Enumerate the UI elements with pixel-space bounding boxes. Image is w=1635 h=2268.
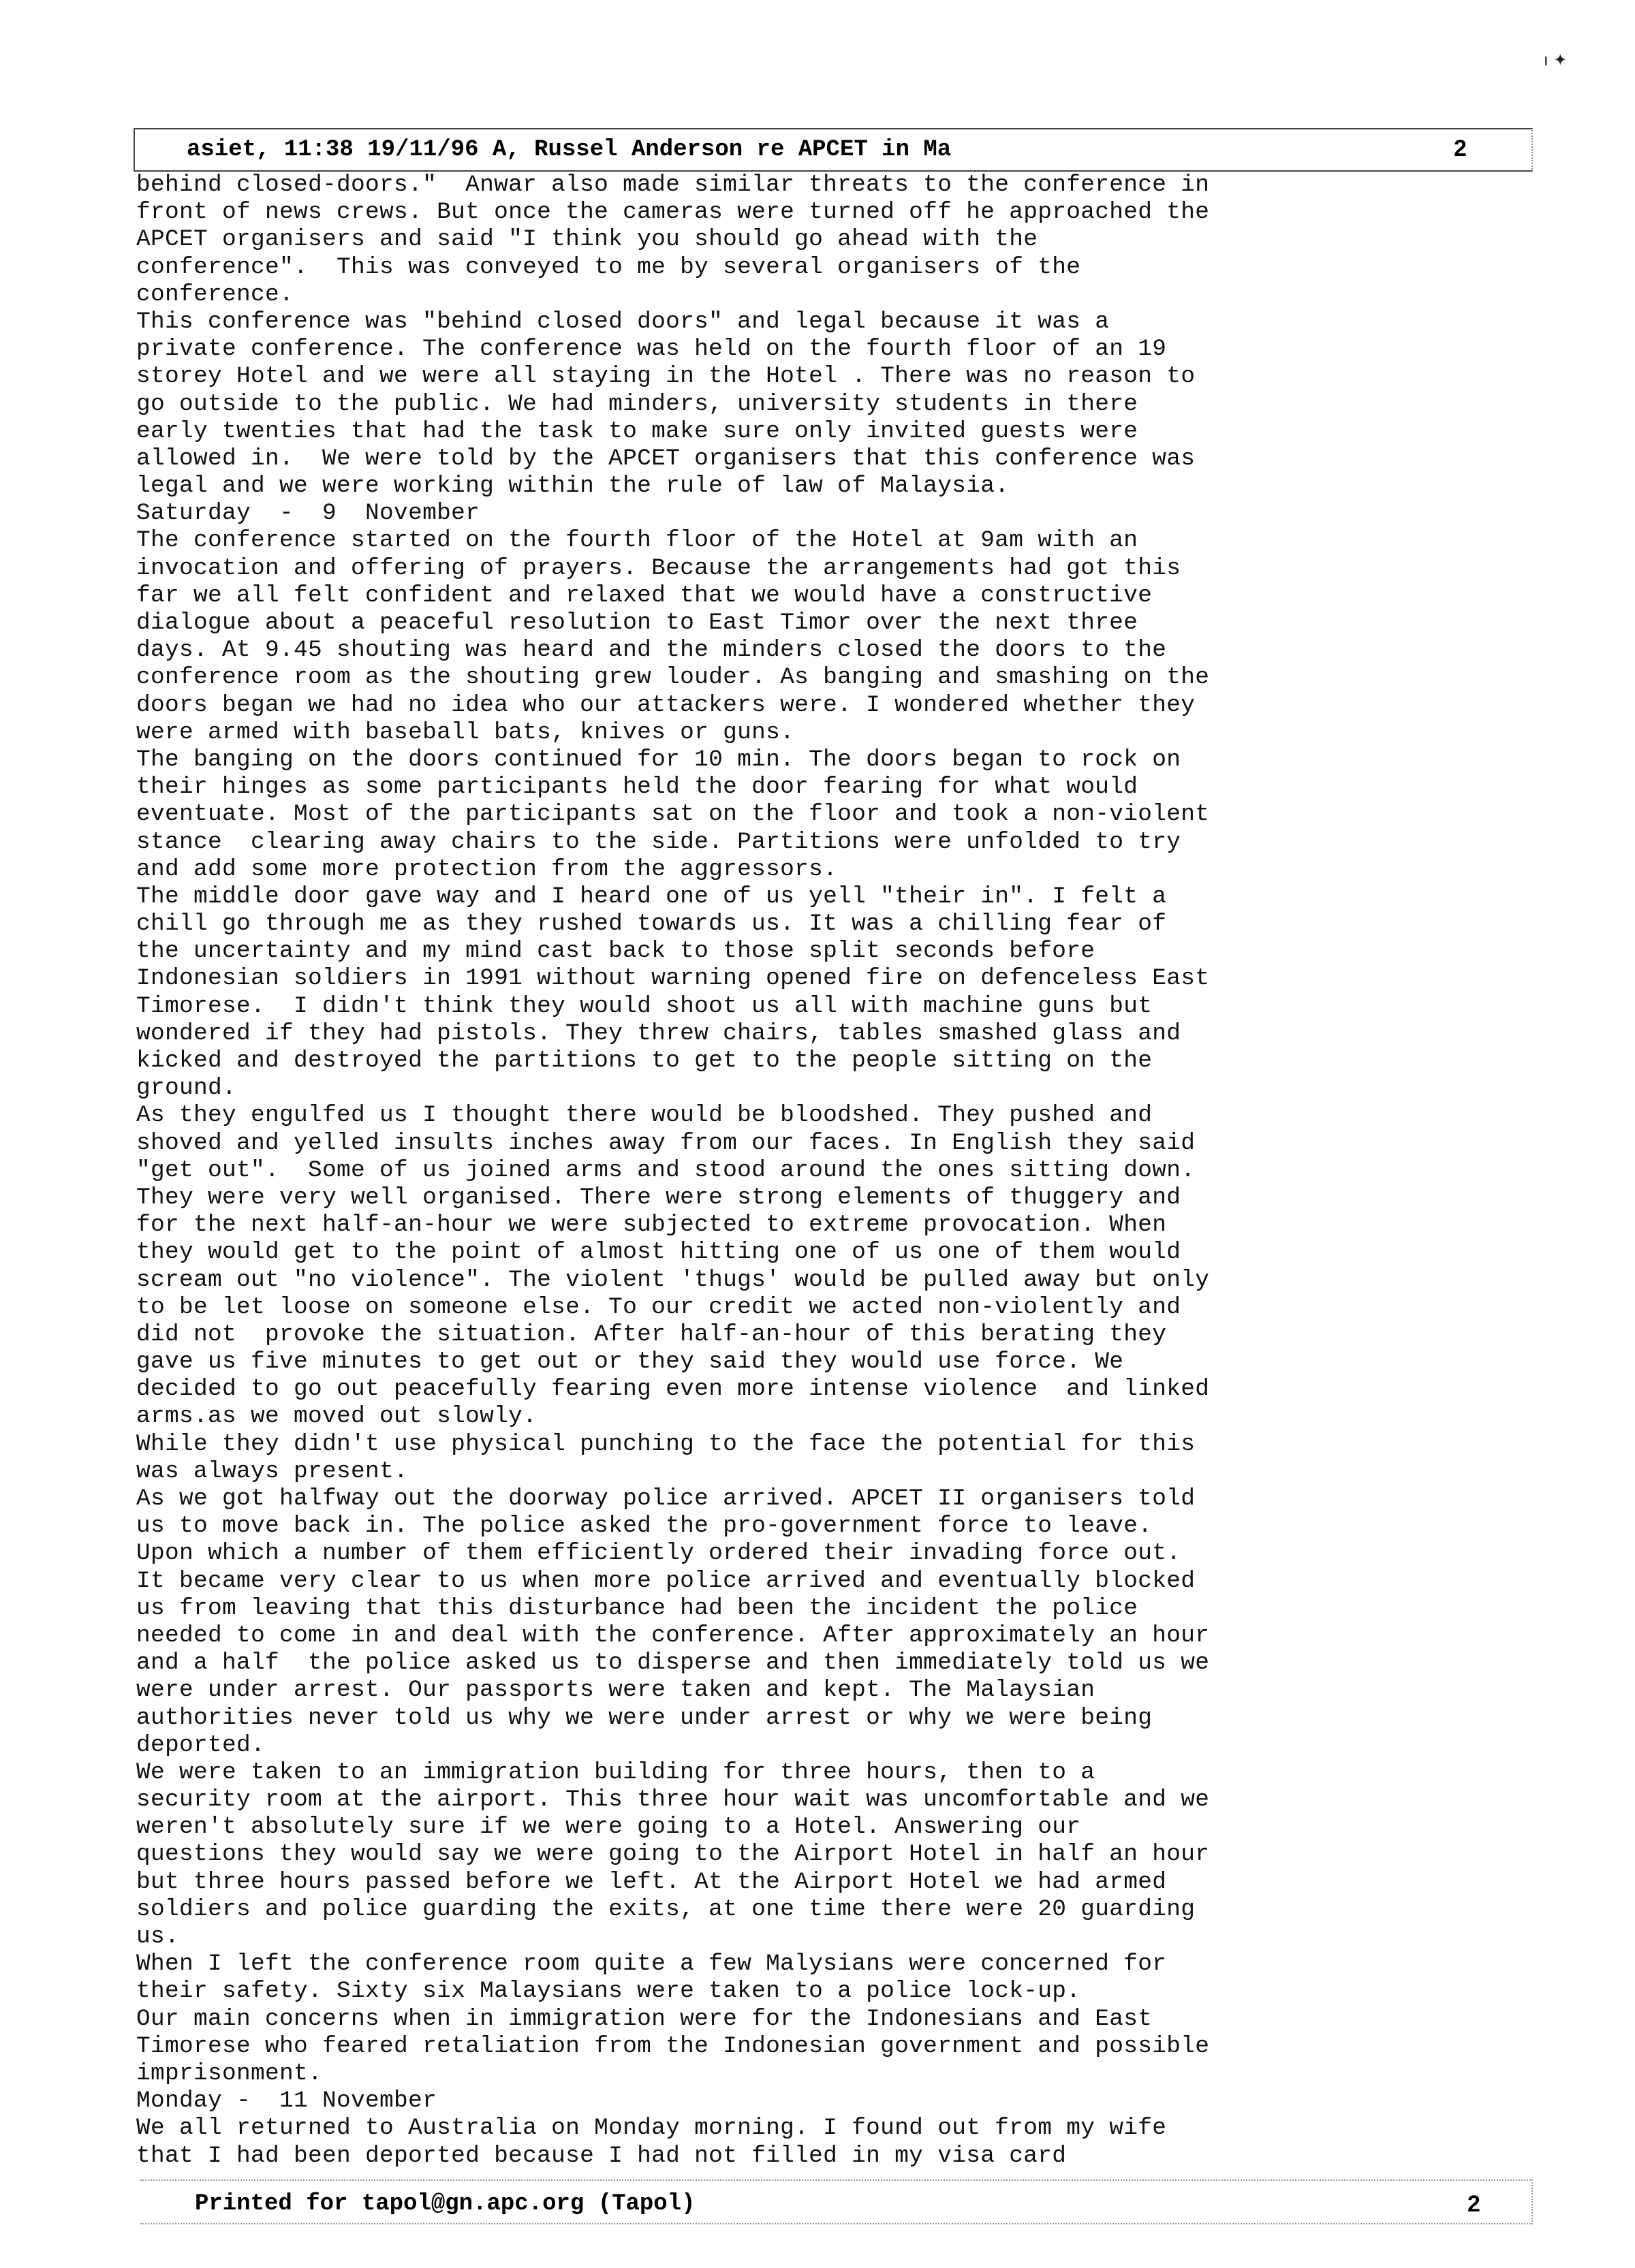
header-title: asiet, 11:38 19/11/96 A, Russel Anderson re APCET in Ma (187, 137, 952, 163)
body-line: us from leaving that this disturbance had been the incident the police (136, 1594, 1138, 1622)
body-line: us. (136, 1923, 180, 1950)
body-line: stance clearing away chairs to the side. Partitions were unfolded to try (136, 828, 1181, 855)
body-line: needed to come in and deal with the conference. After approximately an hour (136, 1622, 1210, 1649)
corner-scan-mark: ı ✦ (1544, 50, 1568, 69)
body-line: We were taken to an immigration building for three hours, then to a (136, 1759, 1095, 1786)
body-line: It became very clear to us when more police arrived and eventually blocked (136, 1567, 1196, 1594)
body-line: chill go through me as they rushed towards us. It was a chilling fear of (136, 911, 1167, 938)
body-line: private conference. The conference was held on the fourth floor of an 19 (136, 336, 1167, 363)
footer-printed-for: Printed for tapol@gn.apc.org (Tapol) (195, 2191, 696, 2217)
body-line: security room at the airport. This three hour wait was uncomfortable and we (136, 1786, 1210, 1814)
body-line: As they engulfed us I thought there would be bloodshed. They pushed and (136, 1102, 1153, 1129)
body-line: and add some more protection from the aggressors. (136, 855, 838, 883)
body-line: shoved and yelled insults inches away from our faces. In English they said (136, 1129, 1196, 1156)
body-line: conference". This was conveyed to me by several organisers of the (136, 253, 1081, 281)
body-line: and a half the police asked us to disperse and then immediately told us we (136, 1650, 1210, 1677)
body-line: but three hours passed before we left. At the Airport Hotel we had armed (136, 1868, 1167, 1895)
body-line: We all returned to Australia on Monday morning. I found out from my wife (136, 2115, 1167, 2142)
body-line: for the next half-an-hour we were subjected to extreme provocation. When (136, 1212, 1167, 1239)
body-line: was always present. (136, 1458, 409, 1485)
body-line: Timorese who feared retaliation from the Indonesian government and possible (136, 2032, 1210, 2060)
body-line: allowed in. We were told by the APCET organisers that this conference was (136, 445, 1196, 472)
body-line: conference room as the shouting grew louder. As banging and smashing on the (136, 664, 1210, 691)
body-line: their safety. Sixty six Malaysians were taken to a police lock-up. (136, 1978, 1081, 2005)
header-page-number: 2 (1454, 136, 1467, 161)
body-line: Our main concerns when in immigration were for the Indonesians and East (136, 2005, 1153, 2032)
body-line: did not provoke the situation. After half-an-hour of this berating they (136, 1321, 1167, 1348)
body-line: to be let loose on someone else. To our credit we acted non-violently and (136, 1293, 1181, 1321)
body-line: eventuate. Most of the participants sat on the floor and took a non-violent (136, 801, 1210, 828)
body-line: were armed with baseball bats, knives or guns. (136, 719, 795, 746)
body-line: deported. (136, 1731, 266, 1759)
body-line: weren't absolutely sure if we were going to a Hotel. Answering our (136, 1814, 1081, 1841)
body-line: scream out "no violence". The violent 'thugs' would be pulled away but only (136, 1266, 1210, 1293)
body-line: When I left the conference room quite a few Malysians were concerned for (136, 1951, 1167, 1978)
body-line: arms.as we moved out slowly. (136, 1403, 538, 1430)
body-line: wondered if they had pistols. They threw chairs, tables smashed glass and (136, 1020, 1181, 1047)
body-line: early twenties that had the task to make sure only invited guests were (136, 418, 1138, 445)
body-line: Timorese. I didn't think they would shoot us all with machine guns but (136, 992, 1153, 1020)
body-line: Indonesian soldiers in 1991 without warning opened fire on defenceless East (136, 965, 1210, 992)
body-line: As we got halfway out the doorway police arrived. APCET II organisers told (136, 1485, 1196, 1512)
body-line: The banging on the doors continued for 10 min. The doors began to rock on (136, 746, 1181, 773)
body-line: their hinges as some participants held the door fearing for what would (136, 774, 1138, 801)
body-line: The conference started on the fourth floor of the Hotel at 9am with an (136, 527, 1138, 554)
body-line: invocation and offering of prayers. Because the arrangements had got this (136, 554, 1181, 582)
body-line: days. At 9.45 shouting was heard and the minders closed the doors to the (136, 637, 1167, 664)
body-line: While they didn't use physical punching to the face the potential for this (136, 1430, 1196, 1458)
body-line: were under arrest. Our passports were taken and kept. The Malaysian (136, 1677, 1095, 1704)
body-line: kicked and destroyed the partitions to get to the people sitting on the (136, 1048, 1153, 1074)
body-line: APCET organisers and said "I think you should go ahead with the (136, 226, 1038, 253)
body-line: soldiers and police guarding the exits, at one time there were 20 guarding (136, 1895, 1196, 1923)
body-line: us to move back in. The police asked the pro-government force to leave. (136, 1513, 1153, 1540)
body-line: they would get to the point of almost hitting one of us one of them would (136, 1239, 1181, 1266)
body-line: authorities never told us why we were under arrest or why we were being (136, 1704, 1153, 1731)
print-footer (140, 2179, 1533, 2224)
body-line: This conference was "behind closed doors" and legal because it was a (136, 308, 1110, 335)
body-line: Monday - 11 November (136, 2088, 437, 2115)
body-line: Saturday - 9 November (136, 500, 480, 527)
footer-page-number: 2 (1467, 2191, 1480, 2217)
body-line: go outside to the public. We had minders, university students in there (136, 390, 1138, 418)
body-line: They were very well organised. There were strong elements of thuggery and (136, 1184, 1181, 1211)
body-line: dialogue about a peaceful resolution to East Timor over the next three (136, 610, 1138, 636)
body-line: questions they would say we were going to the Airport Hotel in half an hour (136, 1841, 1210, 1868)
body-line: front of news crews. But once the cameras were turned off he approached the (136, 199, 1210, 226)
body-line: gave us five minutes to get out or they said they would use force. We (136, 1349, 1124, 1376)
body-line: that I had been deported because I had not filled in my visa card (136, 2142, 1067, 2169)
body-line: far we all felt confident and relaxed that we would have a constructive (136, 582, 1153, 609)
body-line: behind closed-doors." Anwar also made similar threats to the conference in (136, 172, 1210, 198)
body-line: conference. (136, 281, 294, 308)
body-line: doors began we had no idea who our attackers were. I wondered whether they (136, 691, 1196, 719)
message-header (134, 128, 1533, 172)
body-line: imprisonment. (136, 2060, 323, 2087)
body-line: legal and we were working within the rule of law of Malaysia. (136, 473, 1010, 500)
body-line: Upon which a number of them efficiently ordered their invading force out. (136, 1540, 1181, 1567)
body-line: the uncertainty and my mind cast back to those split seconds before (136, 938, 1095, 965)
body-line: storey Hotel and we were all staying in the Hotel . There was no reason to (136, 363, 1196, 390)
body-line: "get out". Some of us joined arms and stood around the ones sitting down. (136, 1156, 1196, 1184)
body-line: decided to go out peacefully fearing even more intense violence and linked (136, 1376, 1210, 1403)
body-line: ground. (136, 1075, 237, 1102)
body-line: The middle door gave way and I heard one of us yell "their in". I felt a (136, 883, 1167, 910)
message-body (136, 172, 1458, 2170)
